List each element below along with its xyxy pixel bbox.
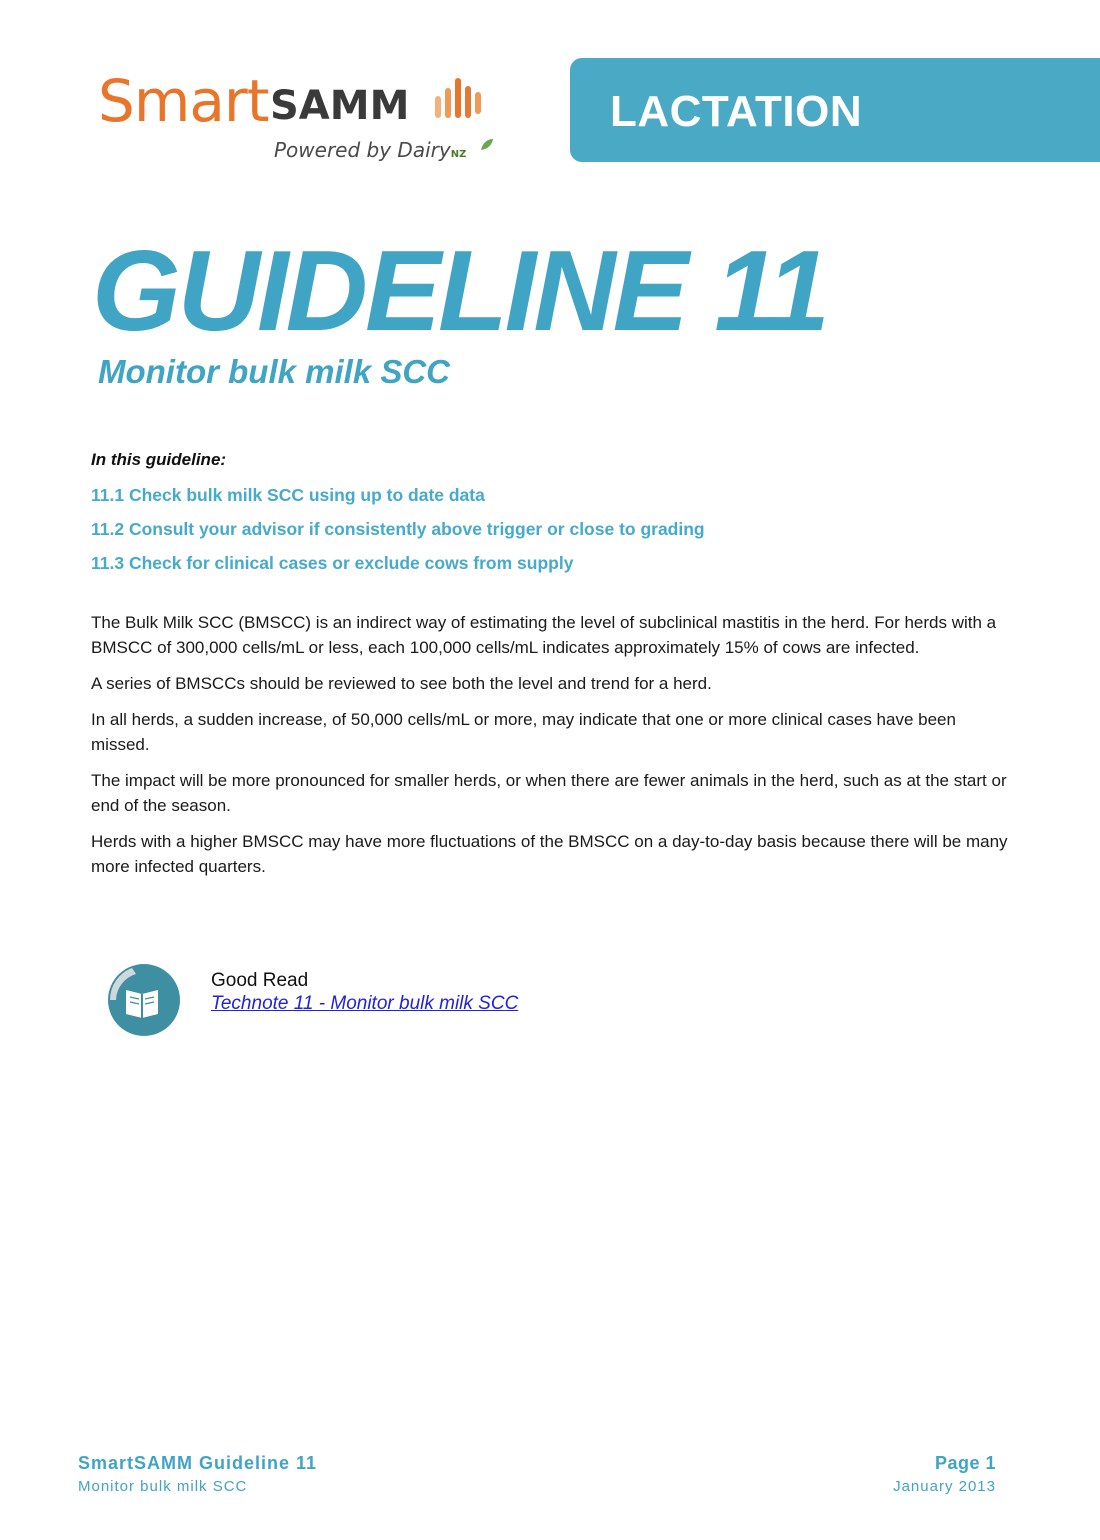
page-title: GUIDELINE 11: [92, 228, 827, 355]
body-text: [91, 610, 1016, 890]
logo-nz-text: NZ: [450, 149, 467, 160]
logo-bars-icon: [433, 76, 493, 126]
logo-smart-text: Smart: [98, 67, 269, 135]
technote-link[interactable]: Technote 11 - Monitor bulk milk SCC: [211, 993, 519, 1014]
toc-item[interactable]: 11.1 Check bulk milk SCC using up to date data: [91, 485, 485, 505]
footer-title: SmartSAMM Guideline 11: [78, 1453, 318, 1473]
page-subtitle: Monitor bulk milk SCC: [98, 353, 451, 390]
toc-list: [91, 478, 705, 580]
leaf-icon: [480, 138, 494, 152]
footer-subtitle: Monitor bulk milk SCC: [78, 1478, 248, 1495]
good-read-label: Good Read: [211, 970, 309, 991]
logo-samm-text: SAMM: [270, 83, 410, 129]
banner-label: LACTATION: [610, 87, 863, 136]
paragraph: Herds with a higher BMSCC may have more fluctuations of the BMSCC on a day-to-day basis because there will be many more infected quarters.: [91, 832, 1008, 876]
toc-heading: In this guideline:: [91, 450, 227, 469]
book-icon: [102, 960, 182, 1040]
toc-item[interactable]: 11.3 Check for clinical cases or exclude cows from supply: [91, 553, 574, 573]
paragraph: The Bulk Milk SCC (BMSCC) is an indirect way of estimating the level of subclinical mastitis in the herd. For herds with a BMSCC of 300,000 cells/mL or less, each 100,000 cells/mL indicates approximately 15% of cows are infected.: [91, 613, 997, 657]
paragraph: The impact will be more pronounced for smaller herds, or when there are fewer animals in the herd, such as at the start or end of the season.: [91, 771, 1007, 815]
paragraph: In all herds, a sudden increase, of 50,000 cells/mL or more, may indicate that one or more clinical cases have been missed.: [91, 710, 956, 754]
logo-powered-by: Powered by DairyNZ: [274, 138, 467, 162]
toc-item[interactable]: 11.2 Consult your advisor if consistently above trigger or close to grading: [91, 519, 705, 539]
page-number: Page 1: [934, 1453, 996, 1473]
smartsamm-logo: [98, 67, 518, 170]
footer-date: January 2013: [893, 1478, 996, 1495]
paragraph: A series of BMSCCs should be reviewed to see both the level and trend for a herd.: [91, 674, 712, 693]
section-banner: [570, 58, 1100, 162]
